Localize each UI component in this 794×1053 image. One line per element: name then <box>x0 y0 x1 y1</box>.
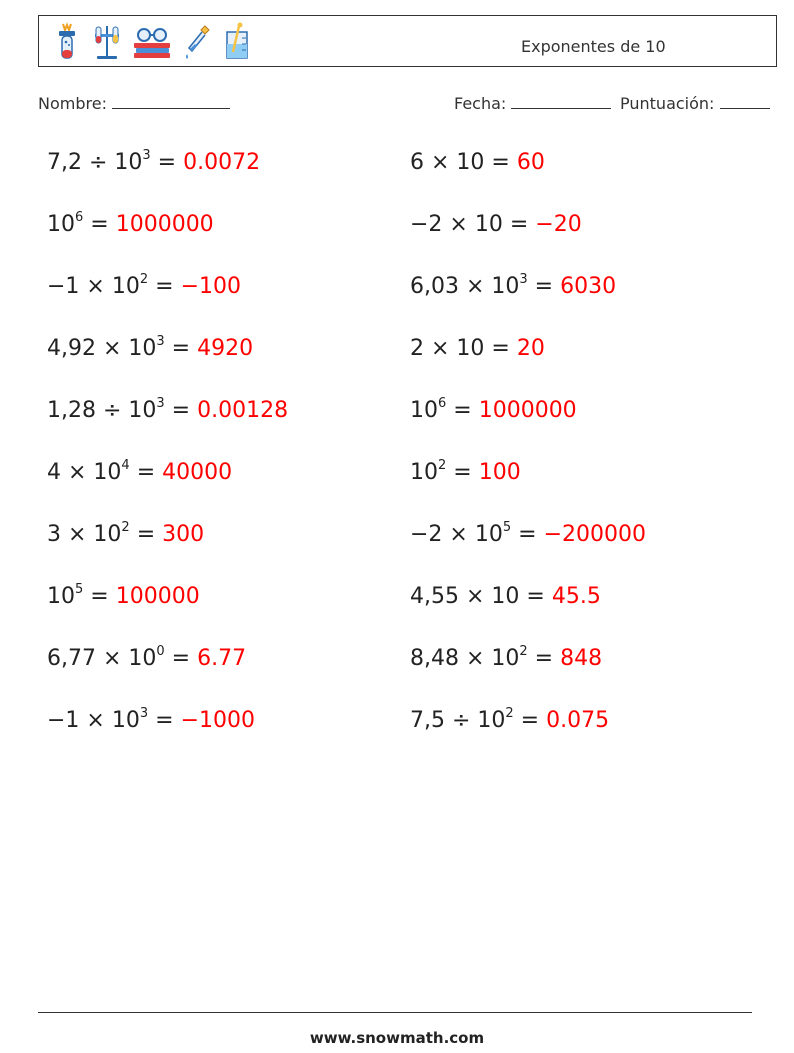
footer-divider <box>38 1012 752 1013</box>
problem-answer: 848 <box>560 646 603 671</box>
equals-sign: = <box>150 150 184 175</box>
problem-exponent: 5 <box>502 520 512 535</box>
problem-expression: 1,28 ÷ 10 <box>47 398 157 423</box>
problem-exponent: 0 <box>156 644 165 659</box>
problem-answer: 100000 <box>115 584 200 609</box>
equals-sign: = <box>129 522 163 547</box>
books-glasses-icon <box>131 22 173 62</box>
problem-exponent: 2 <box>139 272 149 287</box>
problem-item <box>47 708 255 734</box>
problem-item <box>47 274 241 300</box>
problem-exponent: 2 <box>519 644 528 659</box>
problem-item <box>410 274 616 300</box>
problem-answer: 0.075 <box>546 708 610 733</box>
equals-sign: = <box>502 212 536 237</box>
equals-sign: = <box>446 460 479 485</box>
equals-sign: = <box>164 646 198 671</box>
problem-expression: 4,55 × 10 <box>410 584 520 609</box>
problem-expression: 7,5 ÷ 10 <box>410 708 506 733</box>
problem-expression: 4 × 10 <box>47 460 122 485</box>
pipette-icon <box>181 22 213 62</box>
problem-item <box>47 212 214 238</box>
problem-expression: 3 × 10 <box>47 522 122 547</box>
problem-answer: 300 <box>162 522 205 547</box>
problem-exponent: 2 <box>438 458 447 473</box>
problem-item <box>47 150 260 176</box>
name-field <box>38 94 230 113</box>
problem-exponent: 2 <box>121 520 130 535</box>
problem-item <box>47 522 204 548</box>
problem-answer: −100 <box>180 274 241 299</box>
problem-exponent: 2 <box>505 706 514 721</box>
problem-answer: −1000 <box>180 708 255 733</box>
problem-item <box>410 398 577 424</box>
problem-answer: 45.5 <box>551 584 601 609</box>
name-blank <box>112 94 230 109</box>
date-blank <box>511 94 611 109</box>
problem-answer: 0.0072 <box>183 150 261 175</box>
equals-sign: = <box>148 708 181 733</box>
problem-expression: 8,48 × 10 <box>410 646 520 671</box>
problem-item <box>410 584 601 610</box>
problem-item <box>410 336 545 362</box>
problem-expression: 2 × 10 <box>410 336 485 361</box>
equals-sign: = <box>129 460 163 485</box>
problem-item <box>47 398 288 424</box>
date-label: Fecha: <box>454 94 507 113</box>
problem-expression: −1 × 10 <box>47 708 140 733</box>
score-field <box>620 94 770 113</box>
problem-item <box>47 584 200 610</box>
problem-expression: 6,03 × 10 <box>410 274 520 299</box>
problem-item <box>47 460 232 486</box>
problem-item <box>47 646 246 672</box>
problem-expression: 6 × 10 <box>410 150 485 175</box>
worksheet-title: Exponentes de 10 <box>521 37 666 56</box>
problem-exponent: 4 <box>121 458 130 473</box>
header-box <box>38 15 777 67</box>
problem-answer: 6030 <box>560 274 617 299</box>
equals-sign: = <box>519 584 552 609</box>
problem-exponent: 6 <box>438 396 447 411</box>
equals-sign: = <box>83 212 116 237</box>
problem-answer: 100 <box>478 460 521 485</box>
problem-answer: 1000000 <box>478 398 577 423</box>
problem-answer: 60 <box>516 150 545 175</box>
problem-item <box>410 460 521 486</box>
equals-sign: = <box>164 398 198 423</box>
problem-answer: 20 <box>516 336 545 361</box>
problem-item <box>410 708 609 734</box>
problem-exponent: 3 <box>142 148 151 163</box>
problem-item <box>410 150 545 176</box>
problem-item <box>410 646 602 672</box>
equals-sign: = <box>511 522 544 547</box>
score-label: Puntuación: <box>620 94 715 113</box>
equals-sign: = <box>164 336 198 361</box>
problem-exponent: 3 <box>519 272 528 287</box>
score-blank <box>720 94 770 109</box>
problem-answer: 0.00128 <box>197 398 289 423</box>
equals-sign: = <box>527 274 561 299</box>
problem-answer: −200000 <box>543 522 646 547</box>
problem-item <box>410 212 582 238</box>
problem-expression: 6,77 × 10 <box>47 646 157 671</box>
name-label: Nombre: <box>38 94 107 113</box>
equals-sign: = <box>484 336 517 361</box>
equals-sign: = <box>513 708 547 733</box>
equals-sign: = <box>484 150 517 175</box>
problem-exponent: 3 <box>156 396 165 411</box>
footer-website: www.snowmath.com <box>309 1029 485 1047</box>
equals-sign: = <box>83 584 116 609</box>
problem-exponent: 3 <box>139 706 149 721</box>
problem-expression: 10 <box>410 398 438 423</box>
problem-answer: −20 <box>535 212 582 237</box>
equals-sign: = <box>527 646 561 671</box>
equals-sign: = <box>148 274 181 299</box>
equals-sign: = <box>446 398 479 423</box>
problem-expression: 10 <box>410 460 438 485</box>
problem-exponent: 6 <box>75 210 84 225</box>
problem-expression: −2 × 10 <box>410 522 503 547</box>
problem-item <box>47 336 253 362</box>
problem-expression: 10 <box>47 584 75 609</box>
problem-answer: 40000 <box>162 460 233 485</box>
problem-exponent: 5 <box>75 582 84 597</box>
problem-expression: −1 × 10 <box>47 274 140 299</box>
test-tube-icon <box>51 22 83 62</box>
problem-expression: 7,2 ÷ 10 <box>47 150 143 175</box>
problem-expression: 4,92 × 10 <box>47 336 157 361</box>
problem-item <box>410 522 646 548</box>
problem-exponent: 3 <box>156 334 165 349</box>
date-field <box>454 94 611 113</box>
problem-answer: 1000000 <box>115 212 214 237</box>
lab-stand-icon <box>91 22 123 62</box>
problem-expression: 10 <box>47 212 75 237</box>
header-icons <box>51 20 253 64</box>
problem-answer: 4920 <box>197 336 254 361</box>
problem-answer: 6.77 <box>197 646 247 671</box>
beaker-icon <box>221 22 253 62</box>
problem-expression: −2 × 10 <box>410 212 503 237</box>
